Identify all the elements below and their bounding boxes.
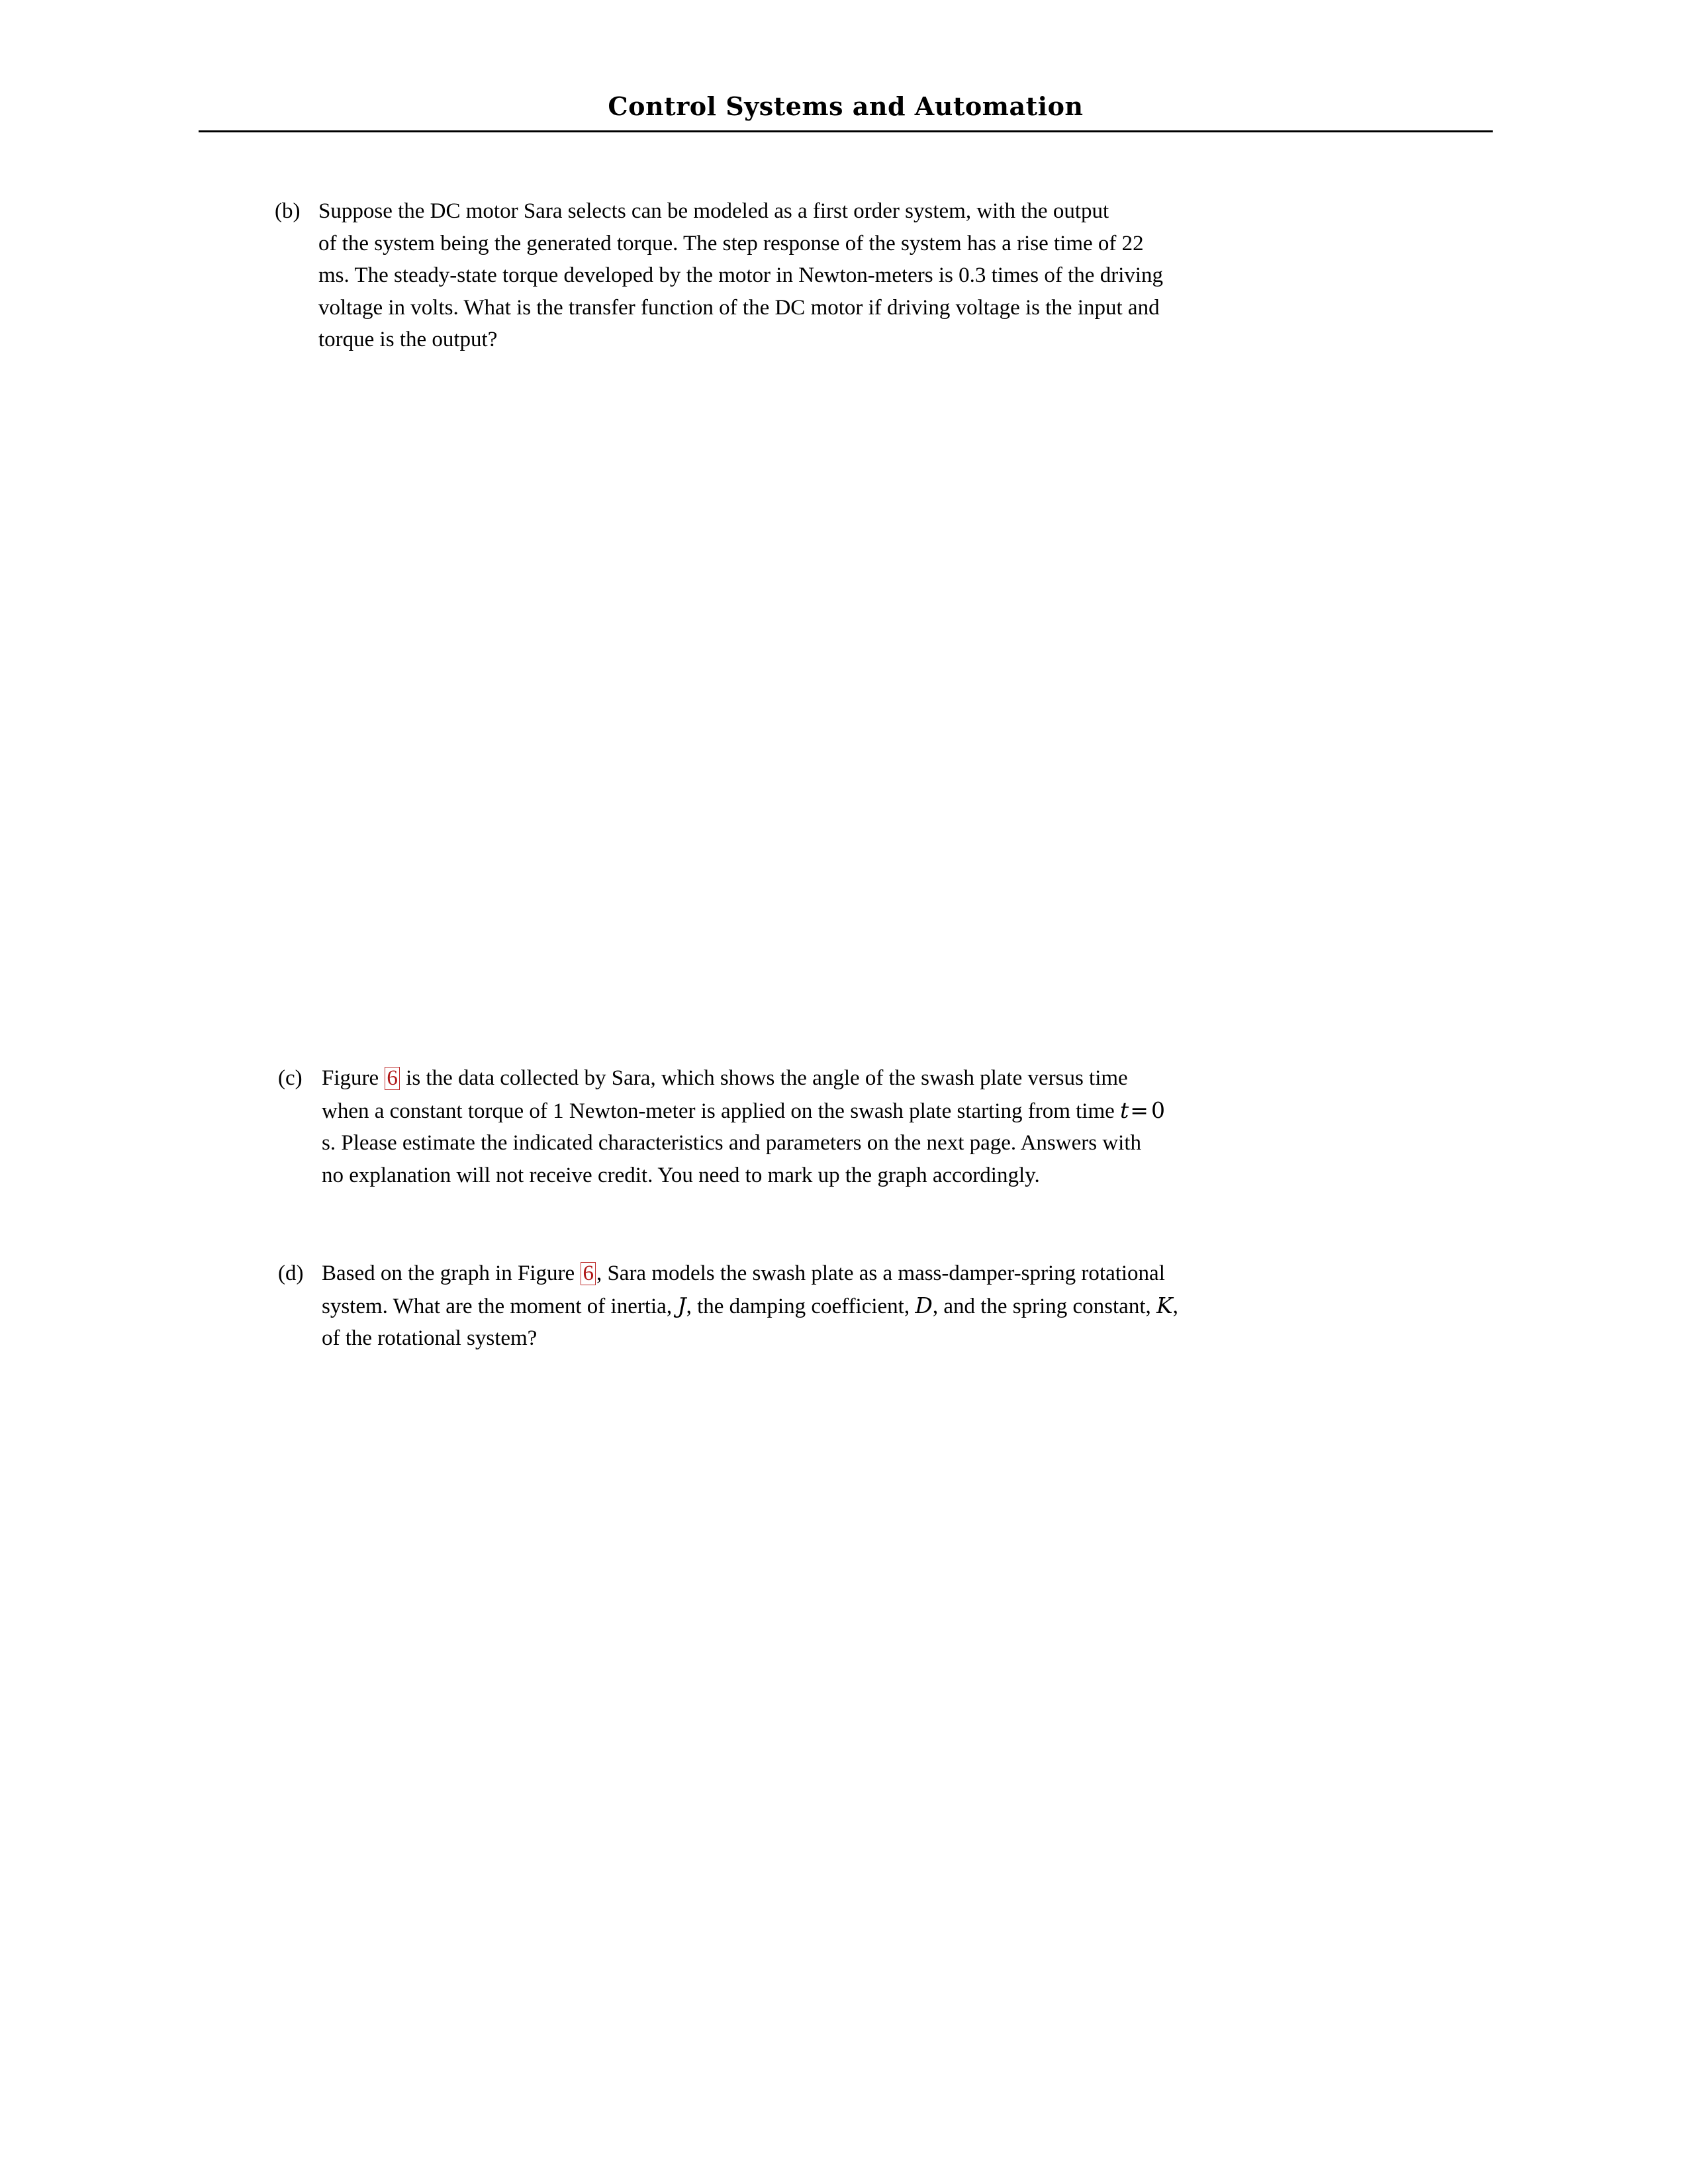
item-d-line-1 xyxy=(322,1257,1466,1290)
item-b-line-5: torque is the output? xyxy=(318,328,498,351)
question-item-b xyxy=(275,195,1466,356)
item-c-content xyxy=(322,1062,1466,1191)
page-header xyxy=(199,93,1493,120)
item-d-line-2-a: system. What are the moment of inertia, xyxy=(322,1294,673,1318)
item-c-line-2 xyxy=(322,1095,1466,1128)
item-d-line-1-pre: Based on the graph in Figure xyxy=(322,1261,575,1285)
figure-reference-link-d[interactable]: 6 xyxy=(581,1262,596,1285)
item-b-line-4: voltage in volts. What is the transfer function of the DC motor if driving voltage is the input and xyxy=(318,295,1160,320)
math-zero: 0 xyxy=(1150,1097,1165,1123)
math-variable-D: D xyxy=(915,1292,933,1318)
item-d-line-2-b: , the damping coefficient, xyxy=(686,1294,910,1318)
item-b-content xyxy=(318,195,1466,356)
math-equals: = xyxy=(1130,1097,1149,1123)
header-divider xyxy=(199,130,1493,132)
figure-reference-link-c[interactable]: 6 xyxy=(385,1067,400,1090)
item-d-content xyxy=(322,1257,1466,1355)
item-d-line-2 xyxy=(322,1290,1466,1323)
item-c-line-2-text: when a constant torque of 1 Newton-meter is applied on the swash plate starting from time xyxy=(322,1099,1115,1123)
question-item-d xyxy=(278,1257,1466,1355)
item-b-label: (b) xyxy=(275,199,301,223)
math-variable-K: K xyxy=(1156,1292,1173,1318)
item-d-line-2-c: , and the spring constant, xyxy=(932,1294,1151,1318)
item-d-line-3: of the rotational system? xyxy=(322,1326,538,1350)
question-item-c xyxy=(278,1062,1466,1191)
item-c-label: (c) xyxy=(278,1066,303,1090)
item-c-line-1-rest: is the data collected by Sara, which shows the angle of the swash plate versus time xyxy=(406,1066,1128,1090)
item-b-line-3: ms. The steady-state torque developed by the motor in Newton-meters is 0.3 times of the driving xyxy=(318,263,1164,287)
header-title: Control Systems and Automation xyxy=(608,91,1084,121)
item-c-line-1 xyxy=(322,1062,1466,1095)
item-c-line-3: s. Please estimate the indicated characteristics and parameters on the next page. Answers with xyxy=(322,1131,1141,1155)
item-c-figure-word: Figure xyxy=(322,1066,379,1090)
math-variable-J: J xyxy=(677,1292,686,1318)
item-c-line-4: no explanation will not receive credit. You need to mark up the graph accordingly. xyxy=(322,1163,1040,1187)
item-d-label: (d) xyxy=(278,1261,304,1285)
item-b-line-2: of the system being the generated torque. The step response of the system has a rise time of 22 xyxy=(318,231,1144,255)
item-d-line-2-d: , xyxy=(1172,1294,1178,1318)
item-d-line-1-rest: , Sara models the swash plate as a mass-damper-spring rotational xyxy=(596,1261,1165,1285)
item-b-line-1: Suppose the DC motor Sara selects can be modeled as a first order system, with the output xyxy=(318,199,1109,223)
math-variable-t: t xyxy=(1120,1097,1129,1123)
